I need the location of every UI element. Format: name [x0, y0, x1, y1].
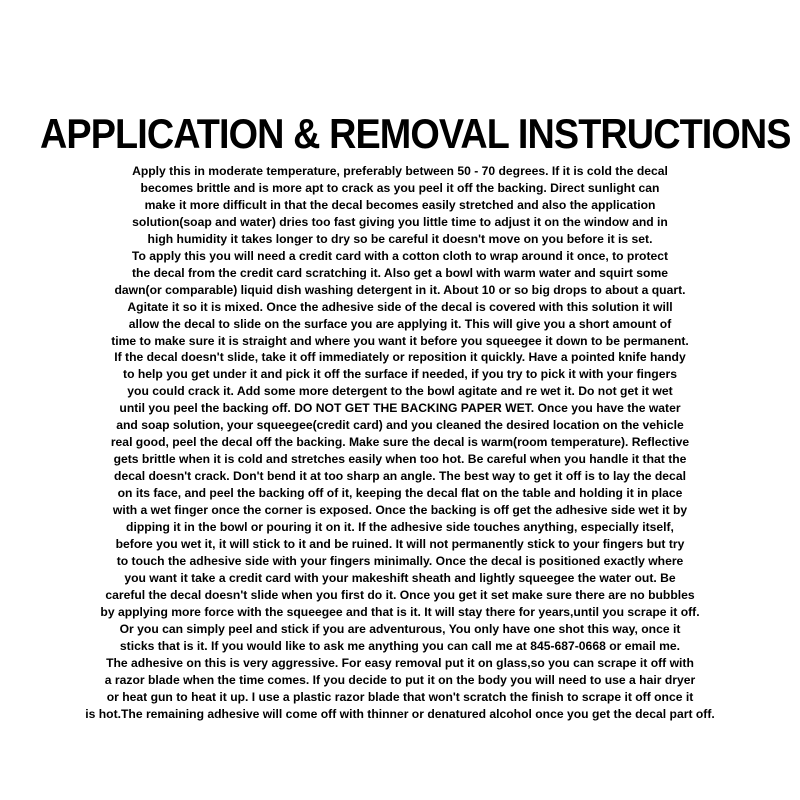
body-line: Or you can simply peel and stick if you are adventurous, You only have one shot this way, once it — [119, 621, 681, 636]
body-line: becomes brittle and is more apt to crack as you peel it off the backing. Direct sunlight can — [140, 180, 660, 195]
body-line: by applying more force with the squeegee and that is it. It will stay there for years,until you scrape it off. — [100, 604, 700, 619]
body-line: Agitate it so it is mixed. Once the adhesive side of the decal is covered with this solution it will — [127, 299, 673, 314]
body-line: real good, peel the decal off the backing. Make sure the decal is warm(room temperature). Reflective — [110, 435, 690, 450]
body-line: with a wet finger once the corner is exposed. Once the backing is off get the adhesive side wet it by — [112, 503, 688, 518]
body-line: decal doesn't crack. Don't bend it at too sharp an angle. The best way to get it off is to lay the decal — [114, 469, 686, 484]
body-line: and soap solution, your squeegee(credit card) and you cleaned the desired location on the vehicle — [116, 418, 684, 433]
body-line: on its face, and peel the backing off of it, keeping the decal flat on the table and holding it in place — [117, 486, 683, 501]
body-line: Apply this in moderate temperature, preferably between 50 - 70 degrees. If it is cold the decal — [132, 164, 668, 178]
body-line: you could crack it. Add some more detergent to the bowl agitate and re wet it. Do not get it wet — [127, 384, 673, 399]
body-line: allow the decal to slide on the surface you are applying it. This will give you a short amount of — [128, 316, 672, 331]
instructions-body — [0, 163, 800, 722]
body-line: a razor blade when the time comes. If you decide to put it on the body you will need to use a hair dryer — [104, 672, 696, 687]
body-line: is hot.The remaining adhesive will come off with thinner or denatured alcohol once you get the decal part off. — [85, 706, 715, 721]
body-line: you want it take a credit card with your makeshift sheath and lightly squeegee the water out. Be — [124, 570, 676, 585]
body-line: until you peel the backing off. DO NOT GET THE BACKING PAPER WET. Once you have the water — [119, 401, 681, 416]
body-line: To apply this you will need a credit card with a cotton cloth to wrap around it once, to protect — [131, 248, 669, 263]
body-line: to touch the adhesive side with your fingers minimally. Once the decal is positioned exactly where — [116, 553, 684, 568]
body-line: solution(soap and water) dries too fast giving you little time to adjust it on the window and in — [132, 214, 668, 229]
body-line: dipping it in the bowl or pouring it on it. If the adhesive side touches anything, especially itself, — [126, 520, 674, 535]
body-line: careful the decal doesn't slide when you first do it. Once you get it set make sure there are no bubbles — [105, 587, 695, 602]
body-line: to help you get under it and pick it off the surface if needed, if you try to pick it with your fingers — [123, 367, 677, 382]
body-line: The adhesive on this is very aggressive. For easy removal put it on glass,so you can scrape it off with — [106, 655, 694, 670]
body-line: sticks that is it. If you would like to ask me anything you can call me at 845-687-0668 or email me. — [119, 638, 681, 653]
body-line: If the decal doesn't slide, take it off immediately or reposition it quickly. Have a pointed knife handy — [114, 350, 686, 365]
body-line: the decal from the credit card scratching it. Also get a bowl with warm water and squirt some — [132, 265, 668, 280]
body-line: dawn(or comparable) liquid dish washing detergent in it. About 10 or so big drops to about a quart. — [114, 282, 686, 297]
body-line: make it more difficult in that the decal becomes easily stretched and also the application — [144, 197, 656, 212]
body-line: time to make sure it is straight and where you want it before you squeegee it down to be permanent. — [111, 333, 689, 348]
body-line: before you wet it, it will stick to it and be ruined. It will not permanently stick to your fingers but try — [115, 536, 685, 551]
body-line: high humidity it takes longer to dry so be careful it doesn't move on you before it is set. — [147, 231, 653, 246]
page-title: APPLICATION & REMOVAL INSTRUCTIONS — [40, 110, 791, 157]
body-line: gets brittle when it is cold and stretches easily when too hot. Be careful when you handle it that the — [113, 452, 687, 467]
body-line: or heat gun to heat it up. I use a plastic razor blade that won't scratch the finish to scrape it off once it — [106, 689, 694, 704]
